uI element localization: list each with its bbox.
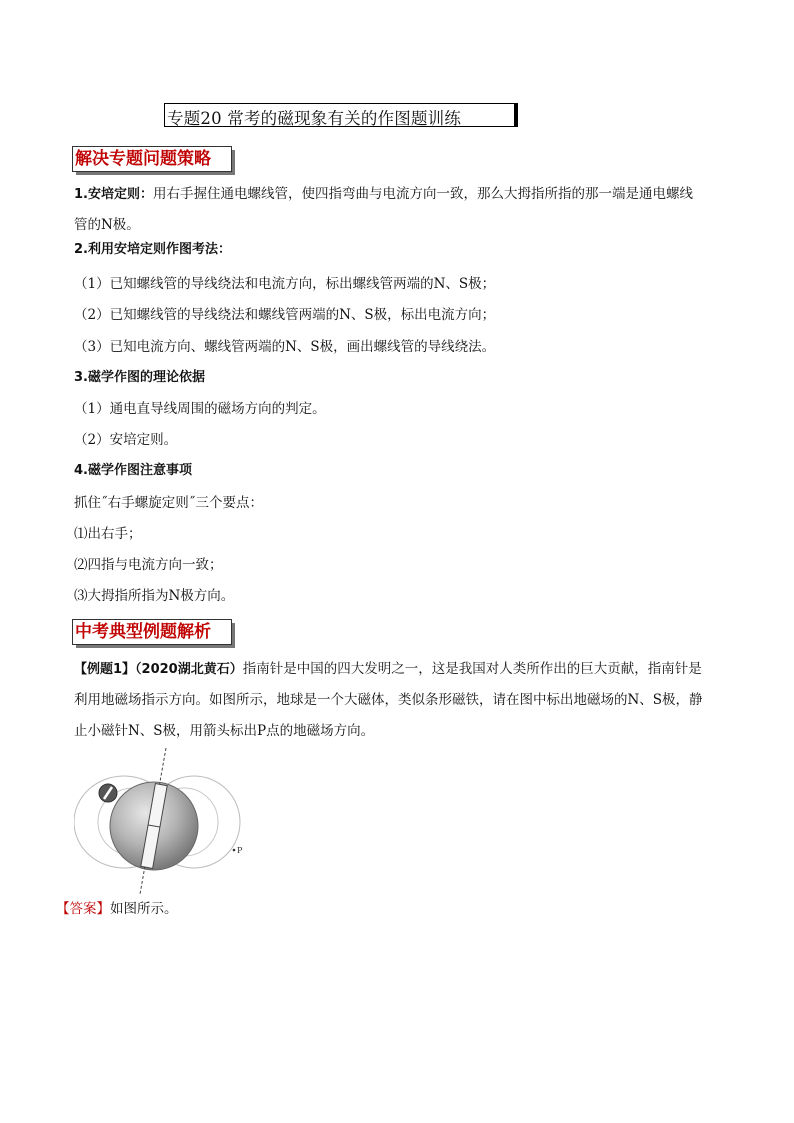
answer-label: 【答案】 <box>56 901 110 917</box>
heading-shadow <box>76 172 235 175</box>
list-item: ⑶大拇指所指为N极方向。 <box>74 588 235 604</box>
paragraph-ampere-rule <box>74 185 693 204</box>
example-text: 指南针是中国的四大发明之一，这是我国对人类所作出的巨大贡献，指南针是 <box>242 661 702 677</box>
section-heading-text: 中考典型例题解析 <box>75 622 211 642</box>
list-item: （3）已知电流方向、螺线管两端的N、S极，画出螺线管的导线绕法。 <box>74 339 496 355</box>
list-item: ⑴出右手； <box>74 526 142 542</box>
list-item: （1）已知螺线管的导线绕法和电流方向，标出螺线管两端的N、S极； <box>74 276 496 292</box>
heading-shadow <box>232 150 235 174</box>
example-1-line-1 <box>74 660 702 679</box>
list-item: ⑵四指与电流方向一致； <box>74 557 223 573</box>
example-1-line-3: 止小磁针N、S极，用箭头标出P点的地磁场方向。 <box>74 723 375 739</box>
answer-text: 如图所示。 <box>110 901 178 917</box>
title-box-shadow <box>514 103 518 127</box>
section-heading-text: 解决专题问题策略 <box>75 149 211 169</box>
point-p-label: P <box>237 846 243 855</box>
answer-line <box>56 900 178 918</box>
list-item: （1）通电直导线周围的磁场方向的判定。 <box>74 401 326 417</box>
compass-needle-icon <box>99 784 117 802</box>
paragraph-label: 1.安培定则： <box>74 187 153 202</box>
example-label: 【例题1】 <box>74 662 136 677</box>
section-heading-strategy <box>72 146 232 172</box>
paragraph-label: 2.利用安培定则作图考法： <box>74 242 231 257</box>
heading-shadow <box>76 645 235 648</box>
point-p-marker <box>233 849 236 852</box>
paragraph-intro: 抓住˝右手螺旋定则˝三个要点： <box>74 495 263 511</box>
earth-magnetic-field-figure <box>74 748 254 896</box>
paragraph-text: 用右手握住通电螺线管，使四指弯曲与电流方向一致，那么大拇指所指的那一端是通电螺线 <box>152 186 693 202</box>
paragraph-label: 4.磁学作图注意事项 <box>74 463 192 478</box>
heading-shadow <box>232 623 235 647</box>
example-source: （2020湖北黄石） <box>135 662 243 677</box>
list-item: （2）已知螺线管的导线绕法和螺线管两端的N、S极，标出电流方向； <box>74 307 496 323</box>
page-title-box <box>164 103 516 127</box>
paragraph-continuation: 管的N极。 <box>74 217 140 233</box>
page-title: 专题20 常考的磁现象有关的作图题训练 <box>167 109 462 128</box>
example-1-line-2: 利用地磁场指示方向。如图所示，地球是一个大磁体，类似条形磁铁，请在图中标出地磁场的N、S极，静 <box>74 692 703 708</box>
section-heading-examples <box>72 619 232 645</box>
list-item: （2）安培定则。 <box>74 432 178 448</box>
paragraph-label: 3.磁学作图的理论依据 <box>74 370 205 385</box>
